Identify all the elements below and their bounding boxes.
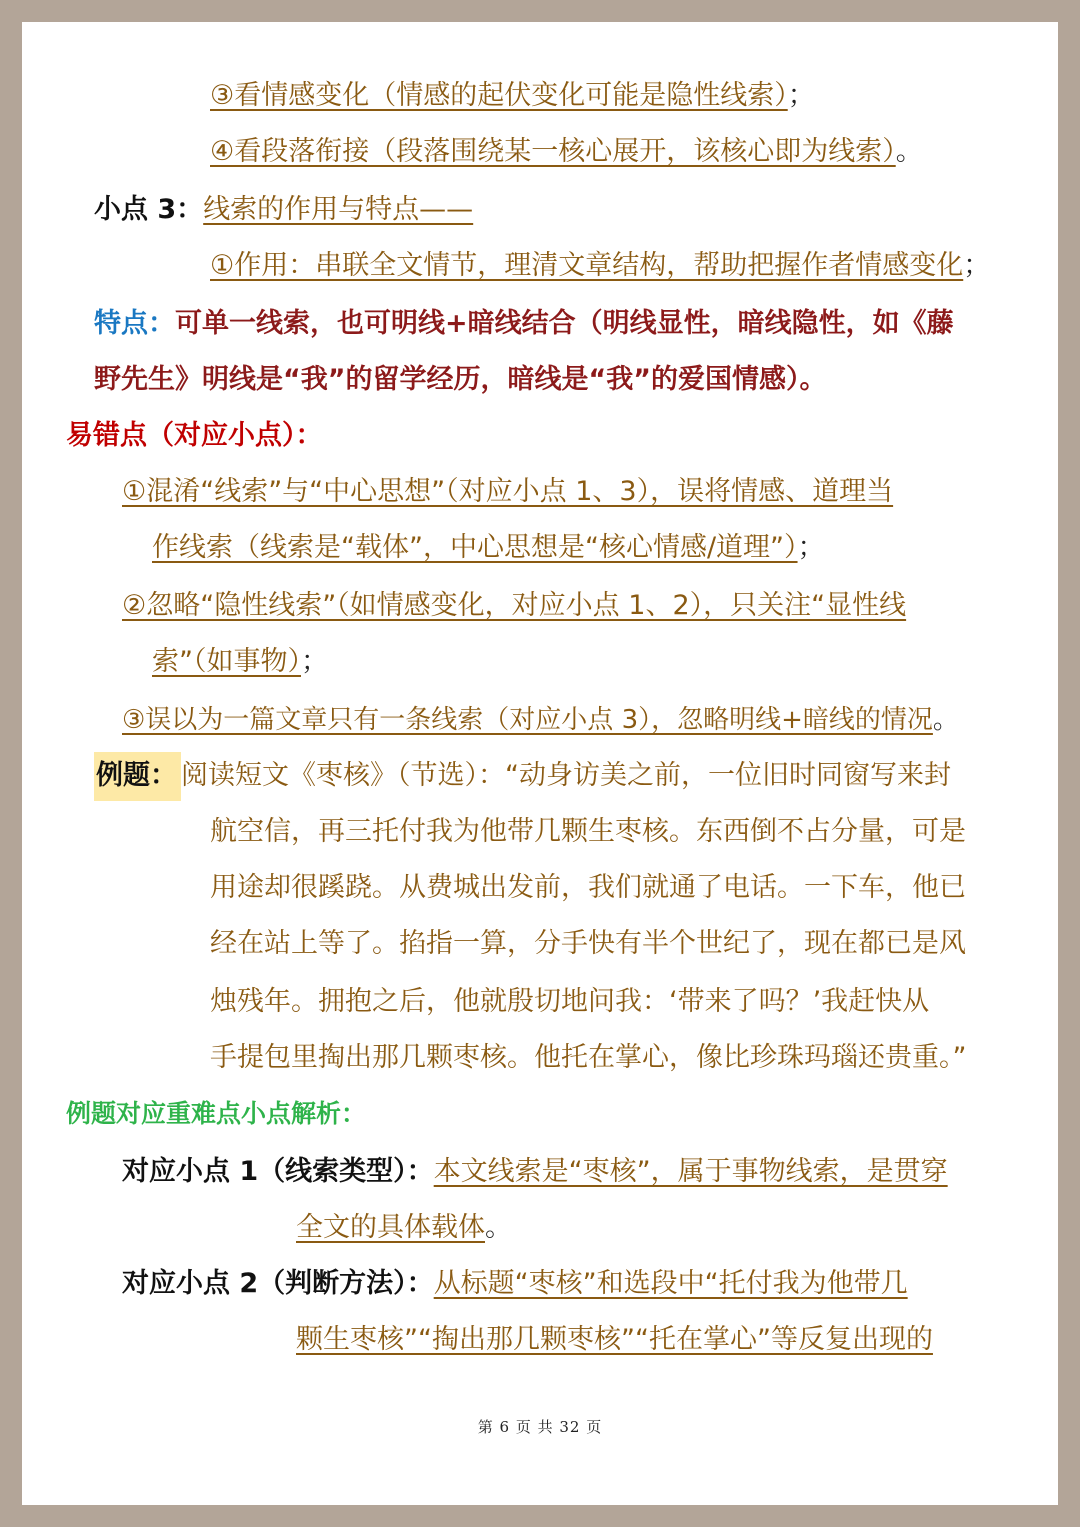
text-l4: ①作用：串联全文情节，理清文章结构，帮助把握作者情感变化 xyxy=(210,250,964,281)
analysis-2 xyxy=(122,1266,908,1302)
error-3 xyxy=(122,702,959,738)
punct-l2: 。 xyxy=(895,136,923,167)
analysis-1b-text: 全文的具体载体 xyxy=(296,1212,485,1243)
line-3 xyxy=(94,192,473,228)
line-5 xyxy=(94,306,954,342)
line-1 xyxy=(210,78,815,114)
error-1b xyxy=(152,530,825,566)
analysis-2b-text: 颗生枣核”“掏出那几颗枣核”“托在掌心”等反复出现的 xyxy=(296,1324,933,1355)
line-4 xyxy=(210,248,990,284)
analysis-1-text: 本文线索是“枣核”，属于事物线索，是贯穿 xyxy=(433,1156,948,1187)
document-page xyxy=(22,22,1058,1505)
text-ex1: 阅读短文《枣核》（节选）：“动身访美之前，一位旧时同窗写来封 xyxy=(181,760,951,791)
example-line-4: 经在站上等了。掐指一算，分手快有半个世纪了，现在都已是风 xyxy=(210,928,966,959)
error-2b xyxy=(152,644,328,680)
text-e1b: 作线索（线索是“载体”，中心思想是“核心情感/道理”） xyxy=(152,532,798,563)
analysis-1-label: 对应小点 1（线索类型）： xyxy=(122,1156,434,1187)
analysis-1b xyxy=(296,1210,512,1246)
example-line-1 xyxy=(94,758,951,794)
analysis-1 xyxy=(122,1154,948,1190)
text-e2a: ②忽略“隐性线索”（如情感变化，对应小点 1、2），只关注“显性线 xyxy=(122,590,907,621)
text-e3: ③误以为一篇文章只有一条线索（对应小点 3），忽略明线+暗线的情况 xyxy=(122,705,933,735)
punct-e3: 。 xyxy=(932,705,959,735)
example-label: 例题： xyxy=(94,752,181,801)
feature-text: 可单一线索，也可明线+暗线结合（明线显性，暗线隐性，如《藤 xyxy=(175,308,954,339)
punct-l4: ； xyxy=(963,250,991,281)
analysis-2-label: 对应小点 2（判断方法）： xyxy=(122,1268,434,1299)
punct-e2b: ； xyxy=(301,646,328,677)
text-e1a: ①混淆“线索”与“中心思想”（对应小点 1、3），误将情感、道理当 xyxy=(122,476,894,507)
subpoint-3-label: 小点 3： xyxy=(94,194,204,225)
analysis-2-text: 从标题“枣核”和选段中“托付我为他带几 xyxy=(433,1268,908,1299)
example-line-6: 手提包里掏出那几颗枣核。他托在掌心，像比珍珠玛瑙还贵重。” xyxy=(210,1042,967,1073)
error-2a xyxy=(122,588,906,624)
example-line-5: 烛残年。拥抱之后，他就殷切地问我：‘带来了吗？’我赶快从 xyxy=(210,986,930,1017)
punct-e1b: ； xyxy=(797,532,825,563)
analysis-title: 例题对应重难点小点解析： xyxy=(66,1099,367,1128)
example-line-2: 航空信，再三托付我为他带几颗生枣核。东西倒不占分量，可是 xyxy=(210,816,966,847)
line-2 xyxy=(210,134,923,170)
punct-a1b: 。 xyxy=(485,1212,512,1243)
error-1a xyxy=(122,474,893,510)
feature-label: 特点： xyxy=(94,308,175,339)
example-line-3: 用途却很蹊跷。从费城出发前，我们就通了电话。一下车，他已 xyxy=(210,872,966,903)
subpoint-3-text: 线索的作用与特点—— xyxy=(203,194,474,225)
error-points-title: 易错点（对应小点）： xyxy=(66,420,323,451)
punct-l1: ； xyxy=(787,80,815,111)
text-e2b: 索”（如事物） xyxy=(152,646,301,677)
text-l1: ③看情感变化（情感的起伏变化可能是隐性线索） xyxy=(210,80,788,111)
page-number: 第 6 页 共 32 页 xyxy=(477,1418,603,1436)
text-l2: ④看段落衔接（段落围绕某一核心展开，该核心即为线索） xyxy=(210,136,896,167)
analysis-2b xyxy=(296,1322,933,1358)
line-6: 野先生》明线是“我”的留学经历，暗线是“我”的爱国情感）。 xyxy=(94,364,827,395)
